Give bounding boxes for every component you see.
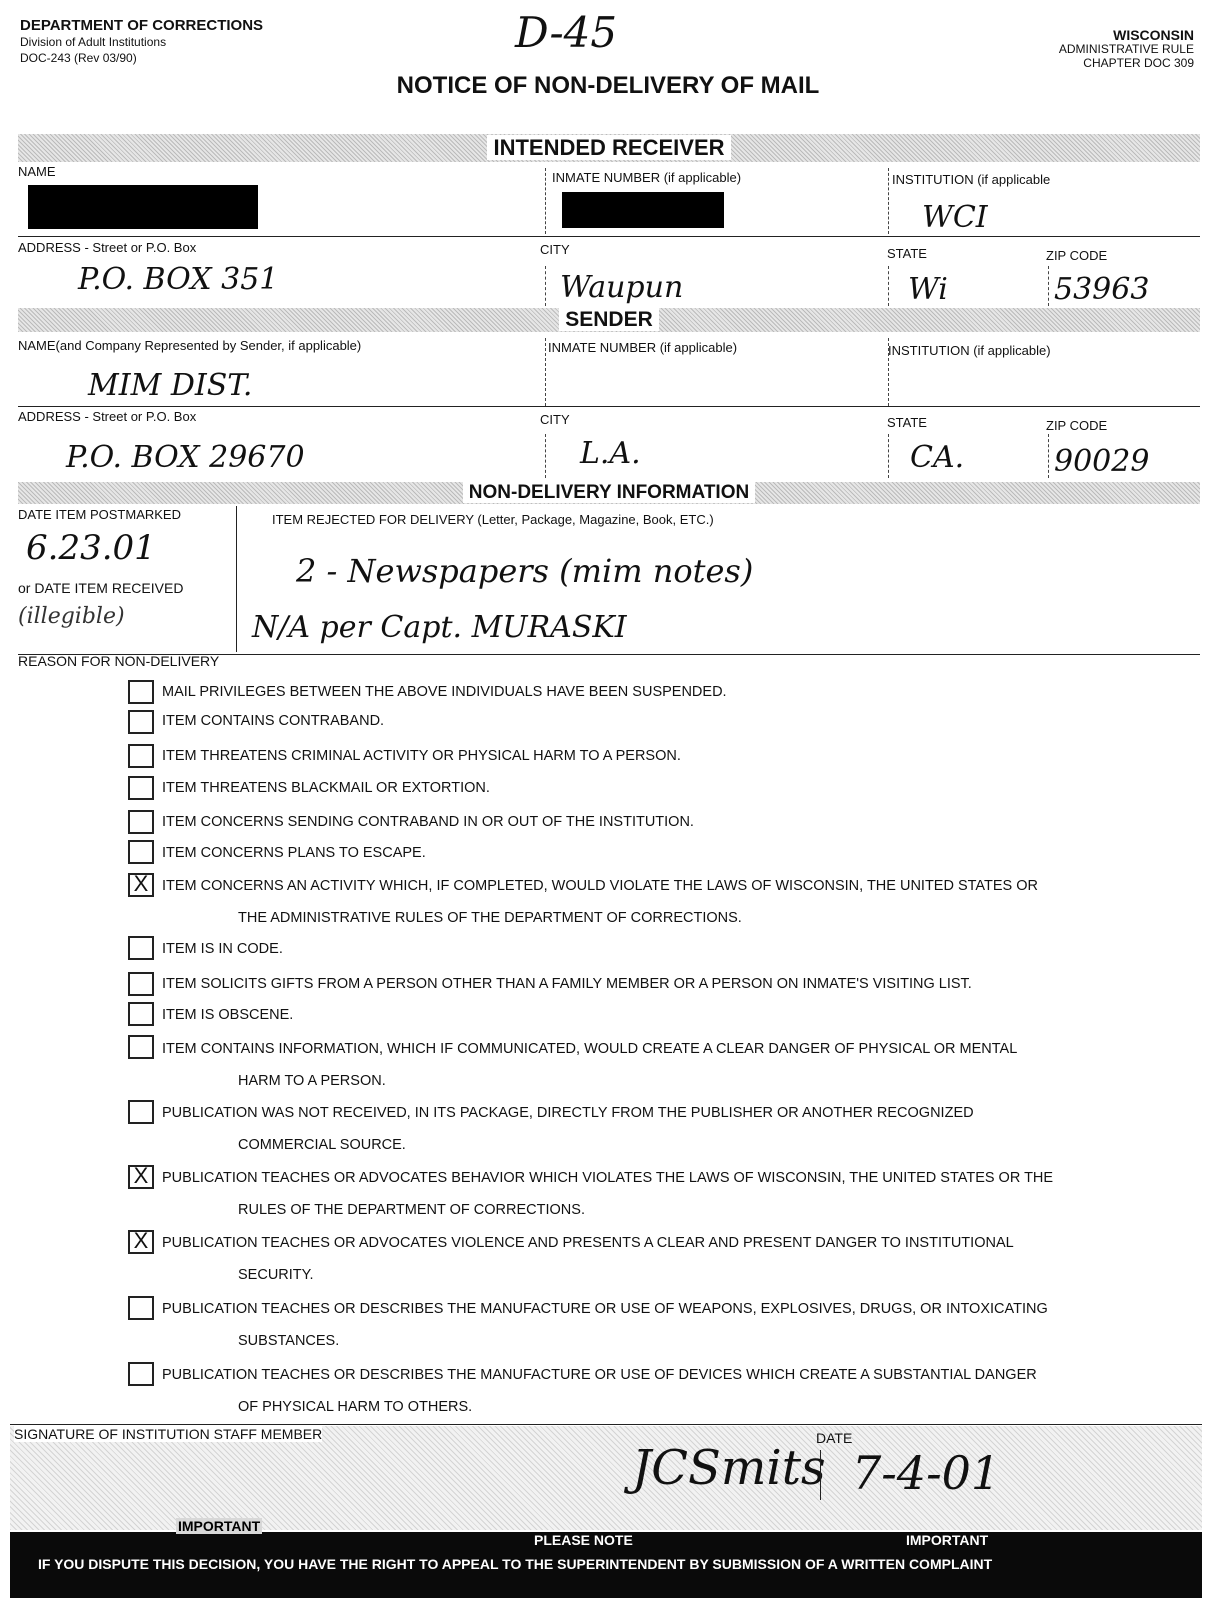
receiver-state-label: STATE [887, 246, 927, 261]
sender-zip-label: ZIP CODE [1046, 418, 1108, 433]
reason-text: PUBLICATION WAS NOT RECEIVED, IN ITS PACKAGE, DIRECTLY FROM THE PUBLISHER OR ANOTHER RECOGNIZED COMMERCIAL SOURCE. [162, 1105, 974, 1153]
reason-text: PUBLICATION TEACHES OR ADVOCATES VIOLENCE AND PRESENTS A CLEAR AND PRESENT DANGER TO INSTITUTIONAL SECURITY. [162, 1235, 1014, 1283]
reason-checkbox[interactable] [128, 810, 154, 834]
reason-text: ITEM CONTAINS INFORMATION, WHICH IF COMMUNICATED, WOULD CREATE A CLEAR DANGER OF PHYSICAL OR MENTAL HARM TO A PERSON. [162, 1041, 1018, 1089]
handwritten-stamp: D-45 [515, 8, 618, 57]
footer-please-note: PLEASE NOTE [534, 1532, 633, 1548]
receiver-institution: WCI [922, 200, 988, 235]
signature-date: 7-4-01 [852, 1446, 1001, 1500]
receiver-section-title: INTENDED RECEIVER [487, 135, 730, 160]
sender-city-label: CITY [540, 412, 570, 427]
sender-address: P.O. BOX 29670 [66, 440, 305, 475]
divider [888, 338, 889, 406]
reason-text: PUBLICATION TEACHES OR DESCRIBES THE MANUFACTURE OR USE OF DEVICES WHICH CREATE A SUBSTANTIAL DANGER OF PHYSICAL HARM TO OTHERS. [162, 1367, 1037, 1415]
divider [820, 1450, 821, 1500]
reason-text: MAIL PRIVILEGES BETWEEN THE ABOVE INDIVIDUALS HAVE BEEN SUSPENDED. [162, 684, 727, 700]
rejected-item: 2 - Newspapers (mim notes) [296, 552, 754, 590]
reason-checkbox[interactable]: X [128, 1230, 154, 1254]
divider [888, 168, 889, 234]
reason-checkbox[interactable] [128, 840, 154, 864]
reason-text: ITEM IS OBSCENE. [162, 1007, 294, 1023]
reason-checkbox[interactable] [128, 680, 154, 704]
redacted-receiver-name [28, 185, 258, 229]
reason-checkbox[interactable]: X [128, 1165, 154, 1189]
divider [545, 168, 546, 234]
sender-section-title: SENDER [559, 308, 659, 331]
redacted-inmate-number [562, 192, 724, 228]
sender-city: L.A. [580, 436, 641, 471]
reason-text: ITEM THREATENS CRIMINAL ACTIVITY OR PHYSICAL HARM TO A PERSON. [162, 748, 681, 764]
reason-text: ITEM CONTAINS CONTRABAND. [162, 713, 385, 729]
receiver-zip: 53963 [1054, 272, 1150, 307]
reason-checkbox[interactable] [128, 1100, 154, 1124]
rejected-note: N/A per Capt. MURASKI [252, 610, 627, 645]
received-label: or DATE ITEM RECEIVED [18, 580, 184, 596]
receiver-state: Wi [908, 272, 948, 307]
department-name: DEPARTMENT OF CORRECTIONS [20, 17, 264, 34]
header-left [20, 18, 263, 66]
reason-text: ITEM SOLICITS GIFTS FROM A PERSON OTHER THAN A FAMILY MEMBER OR A PERSON ON INMATE'S VISITING LIST. [162, 976, 972, 992]
sender-address-label: ADDRESS - Street or P.O. Box [18, 409, 197, 424]
divider [1048, 434, 1049, 478]
divider [236, 506, 237, 652]
reason-checkbox[interactable] [128, 710, 154, 734]
footer-important-left: IMPORTANT [178, 1518, 261, 1534]
reason-label: REASON FOR NON-DELIVERY [18, 653, 220, 669]
reason-text: ITEM CONCERNS SENDING CONTRABAND IN OR OUT OF THE INSTITUTION. [162, 814, 694, 830]
staff-signature: JCSmits [632, 1440, 826, 1496]
nondelivery-section-title: NON-DELIVERY INFORMATION [463, 482, 755, 503]
rule-line-2: CHAPTER DOC 309 [1083, 56, 1194, 70]
postmarked-date: 6.23.01 [26, 528, 156, 568]
reason-text: PUBLICATION TEACHES OR ADVOCATES BEHAVIOR WHICH VIOLATES THE LAWS OF WISCONSIN, THE UNITED STATES OR THE RULES OF THE DEPARTMENT OF CORRECTIONS. [162, 1170, 1054, 1218]
sender-section-header [18, 308, 1200, 332]
footer-notice: IF YOU DISPUTE THIS DECISION, YOU HAVE THE RIGHT TO APPEAL TO THE SUPERINTENDENT BY SUBMISSION OF A WRITTEN COMPLAINT [38, 1556, 993, 1572]
rejected-label: ITEM REJECTED FOR DELIVERY (Letter, Package, Magazine, Book, ETC.) [272, 512, 714, 527]
receiver-zip-label: ZIP CODE [1046, 248, 1108, 263]
footer-banner [10, 1518, 1202, 1598]
divider [545, 266, 546, 306]
footer-important-right: IMPORTANT [906, 1532, 989, 1548]
divider [545, 338, 546, 406]
receiver-section-header [18, 134, 1200, 162]
receiver-city-label: CITY [540, 242, 570, 257]
divider [545, 434, 546, 478]
reason-text: ITEM THREATENS BLACKMAIL OR EXTORTION. [162, 780, 490, 796]
form-title: NOTICE OF NON-DELIVERY OF MAIL [396, 72, 820, 99]
receiver-address-label: ADDRESS - Street or P.O. Box [18, 240, 197, 255]
divider [1048, 266, 1049, 306]
form-number: DOC-243 (Rev 03/90) [20, 51, 137, 65]
sender-zip: 90029 [1054, 444, 1150, 479]
postmarked-label: DATE ITEM POSTMARKED [18, 507, 181, 522]
reason-checkbox[interactable] [128, 1035, 154, 1059]
sender-name-label: NAME(and Company Represented by Sender, if applicable) [18, 338, 362, 353]
reason-checkbox[interactable] [128, 744, 154, 768]
receiver-inmate-number-label: INMATE NUMBER (if applicable) [552, 170, 742, 185]
receiver-institution-label: INSTITUTION (if applicable [892, 172, 1051, 187]
nondelivery-section-header [18, 482, 1200, 504]
reason-checkbox[interactable]: X [128, 873, 154, 897]
receiver-address: P.O. BOX 351 [78, 262, 279, 297]
divider [18, 406, 1200, 407]
receiver-city: Waupun [560, 270, 684, 305]
sender-institution-label: INSTITUTION (if applicable) [888, 343, 1051, 358]
rule-line-1: ADMINISTRATIVE RULE [1058, 42, 1194, 56]
reason-text: PUBLICATION TEACHES OR DESCRIBES THE MANUFACTURE OR USE OF WEAPONS, EXPLOSIVES, DRUGS, OR INTOXICATING SUBSTANCES. [162, 1301, 1048, 1349]
received-date: (illegible) [18, 604, 125, 629]
reason-checkbox[interactable] [128, 1002, 154, 1026]
header-right [1059, 28, 1194, 70]
divider [888, 266, 889, 306]
reason-text: ITEM CONCERNS PLANS TO ESCAPE. [162, 845, 426, 861]
receiver-name-label: NAME [18, 164, 56, 179]
signature-label: SIGNATURE OF INSTITUTION STAFF MEMBER [14, 1426, 323, 1442]
reason-checkbox[interactable] [128, 776, 154, 800]
reason-checkbox[interactable] [128, 936, 154, 960]
reason-checkbox[interactable] [128, 1296, 154, 1320]
signature-date-label: DATE [816, 1430, 853, 1446]
sender-inmate-number-label: INMATE NUMBER (if applicable) [548, 340, 738, 355]
state-name: WISCONSIN [1113, 27, 1194, 43]
sender-state-label: STATE [887, 415, 927, 430]
reason-text: ITEM CONCERNS AN ACTIVITY WHICH, IF COMPLETED, WOULD VIOLATE THE LAWS OF WISCONSIN, THE UNITED STATES OR THE ADMINISTRATIVE RULES OF THE DEPARTMENT OF CORRECTIONS. [162, 878, 1038, 926]
reason-checkbox[interactable] [128, 972, 154, 996]
sender-name: MIM DIST. [88, 368, 253, 403]
divider [10, 1424, 1202, 1425]
sender-state: CA. [910, 440, 965, 475]
divider [18, 236, 1200, 237]
reason-text: ITEM IS IN CODE. [162, 941, 283, 957]
division-name: Division of Adult Institutions [20, 35, 167, 49]
divider [888, 434, 889, 478]
reason-checkbox[interactable] [128, 1362, 154, 1386]
